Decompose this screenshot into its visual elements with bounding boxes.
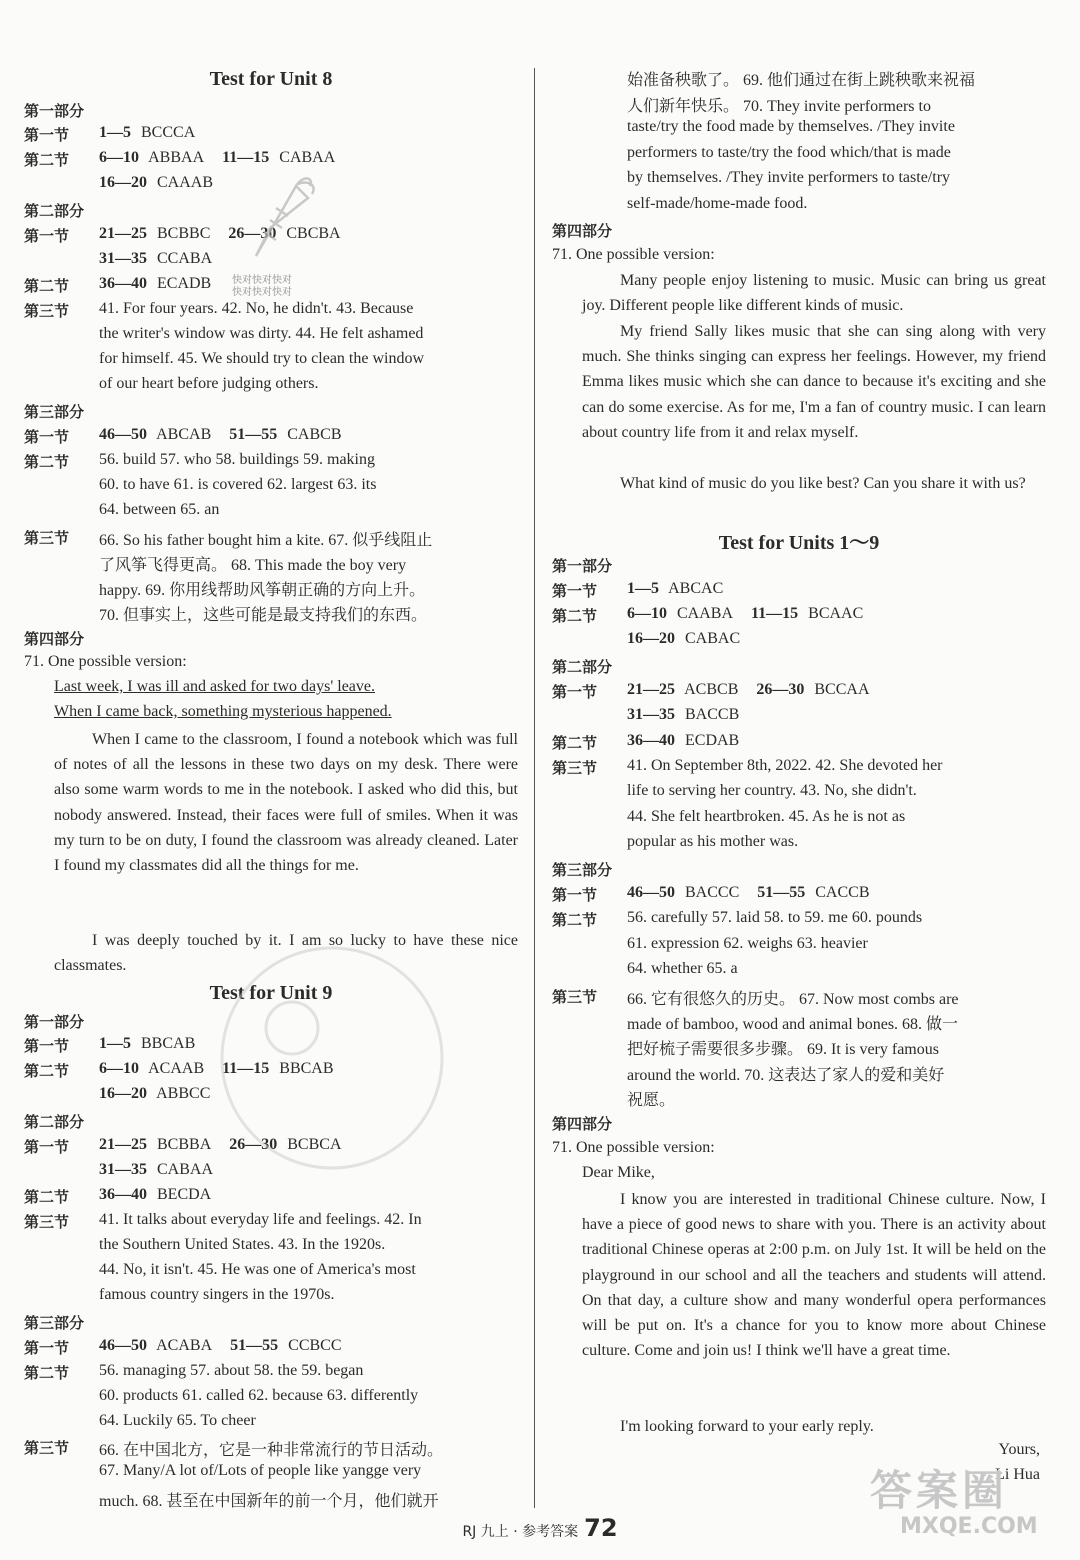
u8-given2: When I came back, something mysterious happened.	[54, 703, 392, 720]
r-part4b: 第四部分	[552, 1115, 613, 1133]
watermark-text: 快对快对快对 快对快对快对	[232, 275, 292, 298]
r-essay-p1: Many people enjoy listening to music. Music can bring us great joy. Different people like different kinds of music.	[582, 272, 1046, 315]
u8-part2: 第二部分	[24, 202, 85, 220]
u8-essay-p1: When I came to the classroom, I found a notebook which was full of notes of all the lessons in these two days on my desk. There were also some warm words to me in the notebook. I asked who did this, but nobody answered. Instead, their faces were full of smiles. When it was my turn to be on duty, I found the classroom was already cleaned. Later I found my classmates did all the things for me.	[54, 731, 518, 875]
u9-part3: 第三部分	[24, 1314, 85, 1332]
logo-watermark: 答案圈 MXQE.COM	[870, 1466, 1038, 1539]
letter-body: I know you are interested in traditional Chinese culture. Now, I have a piece of good news to share with you. There is an activity about traditional Chinese operas at 2:00 p.m. on July 1st. It will be held on the playground in our school and all the teachers and students will attend. On that day, a culture show and many wonderful opera performances will be put on. It's a chance for you to know more about Chinese culture. Come and join us! I think we'll have a great time.	[582, 1191, 1046, 1360]
r-part2: 第二部分	[552, 658, 613, 676]
r-w71b: 71. One possible version:	[552, 1139, 715, 1156]
u8-w71: 71. One possible version:	[24, 653, 187, 670]
letter-closing: I'm looking forward to your early reply.	[620, 1418, 874, 1435]
stamp-watermark-icon	[212, 938, 452, 1183]
u8-essay-p2: I was deeply touched by it. I am so lucky to have these nice classmates.	[54, 932, 518, 975]
page-number: 72	[584, 1514, 618, 1542]
column-divider	[534, 68, 535, 1508]
r-part1: 第一部分	[552, 557, 613, 575]
letter-signature: Li Hua	[995, 1466, 1040, 1483]
r-essay-p2: My friend Sally likes music that she can sing along with very much. She thinks singing can express her feelings. However, my friend Emma likes music which she can dance to because it's exciting and she can do some exercise. As for me, I'm a fan of country music. I can learn about country life from it and relax myself.	[582, 323, 1046, 441]
r-w71: 71. One possible version:	[552, 246, 715, 263]
unit9-title: Test for Unit 9	[209, 982, 333, 1004]
u8-part1: 第一部分	[24, 102, 85, 120]
u8-given1: Last week, I was ill and asked for two days' leave.	[54, 678, 375, 695]
unit8-title: Test for Unit 8	[209, 68, 333, 90]
letter-yours: Yours,	[998, 1441, 1040, 1458]
r-part4: 第四部分	[552, 222, 613, 240]
units19-title: Test for Units 1～9	[718, 532, 880, 554]
letter-greeting: Dear Mike,	[582, 1164, 655, 1181]
carrot-watermark-icon	[226, 168, 326, 273]
u9-part2: 第二部分	[24, 1113, 85, 1131]
r-essay-p3: What kind of music do you like best? Can you share it with us?	[620, 475, 1026, 492]
u8-part3: 第三部分	[24, 403, 85, 421]
footer-text: RJ 九上 · 参考答案	[462, 1524, 579, 1540]
u9-part1: 第一部分	[24, 1013, 85, 1031]
u8-part4: 第四部分	[24, 630, 85, 648]
r-part3: 第三部分	[552, 861, 613, 879]
